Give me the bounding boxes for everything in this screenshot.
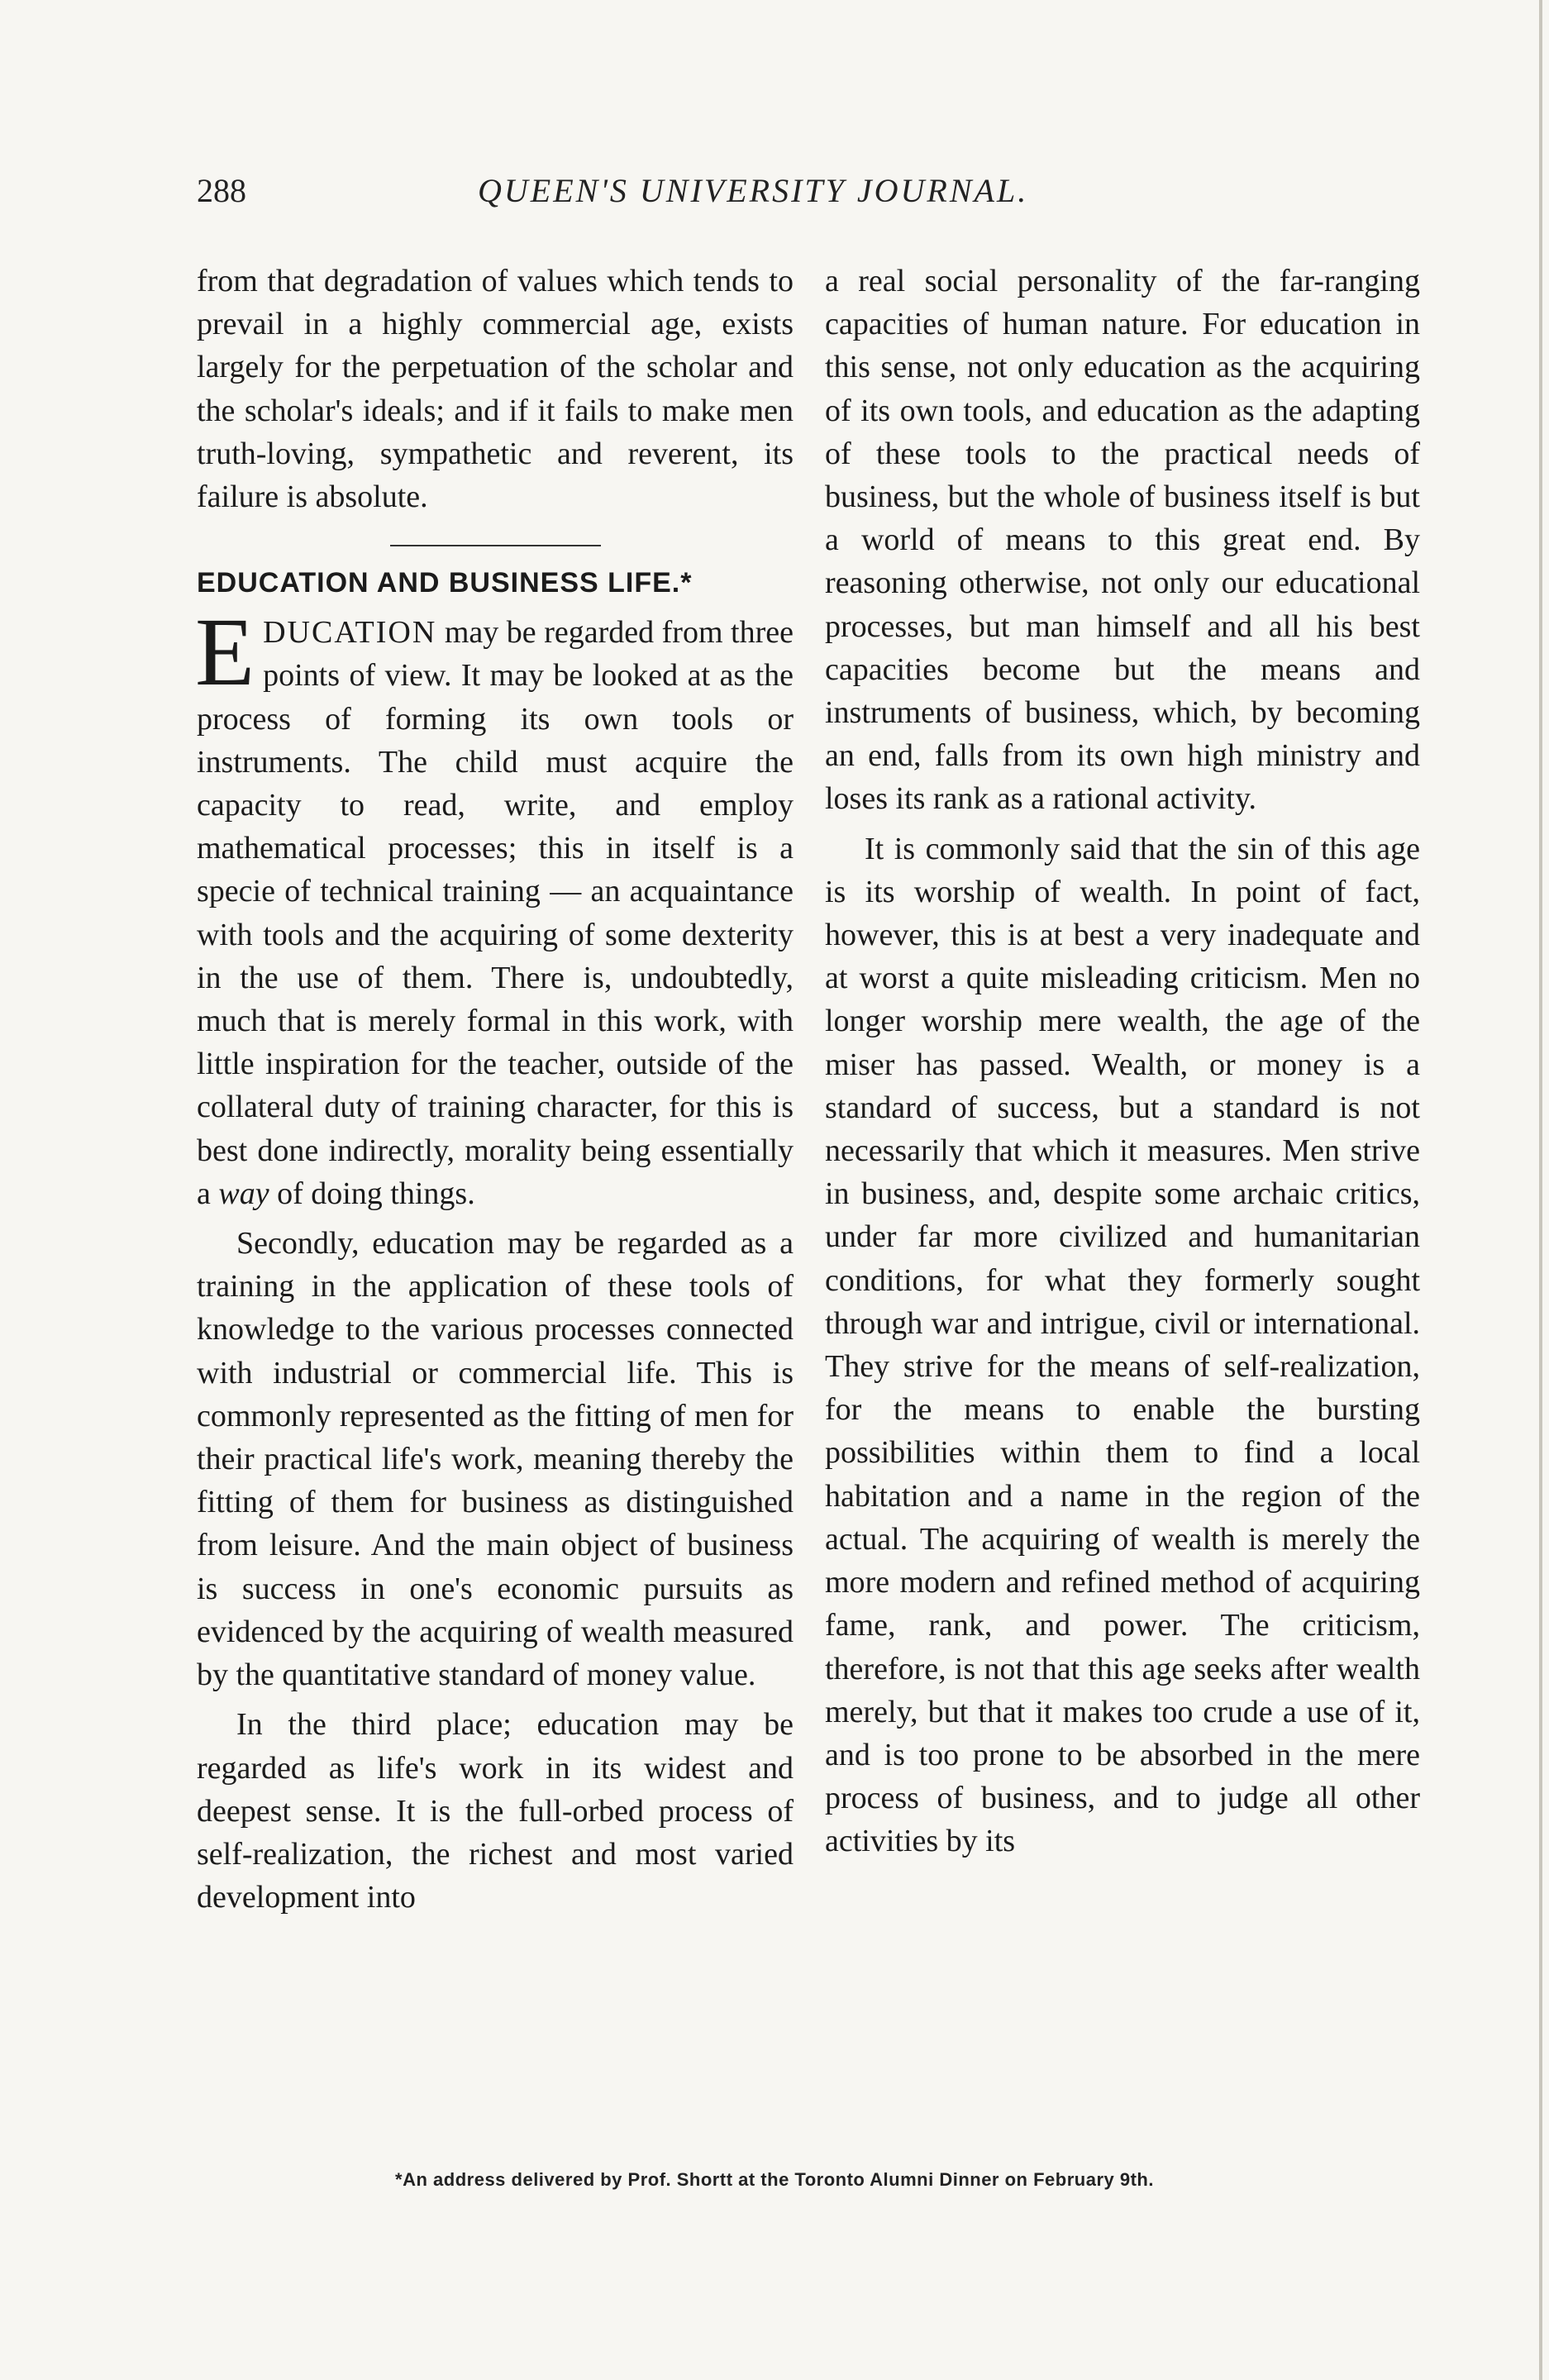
left-paragraph-1 bbox=[195, 598, 794, 1215]
footnote bbox=[0, 2169, 1549, 2191]
left-paragraph-1-text: may be regarded from three points of view. It may be looked at as the process of forming its own tools or instruments. The child must acquire the capacity to read, write, and employ mathematical processes; this in itself is a specie of technical training — an acquaintance with tools and the acquiring of some dexterity in the use of them. There is, undoubtedly, much that is merely formal in this work, with little inspiration for the teacher, outside of the collateral duty of training character, for this is best done indirectly, morality being essentially a bbox=[197, 615, 794, 1211]
footnote-text: *An address delivered by Prof. Shortt at the Toronto Alumni Dinner on February 9th. bbox=[395, 2169, 1154, 2190]
section-heading: EDUCATION AND BUSINESS LIFE.* bbox=[197, 567, 693, 599]
right-paragraph-1: a real social personality of the far-ranging capacities of human nature. For education in this sense, not only education as the acquiring of its own tools, and education as the adapting of these tools to the practical needs of business, but the whole of business itself is but a world of means to this great end. By reasoning otherwise, not only our educational processes, but man himself and all his best capacities become but the means and instruments of business, which, by becoming an end, falls from its own high ministry and loses its rank as a rational activity. bbox=[825, 264, 1420, 817]
page-number: 288 bbox=[197, 172, 246, 209]
right-paragraph-2: It is commonly said that the sin of this age is its worship of wealth. In point of fact, however, this is at best a very inadequate and at worst a quite misleading criticism. Men no longer worship mere wealth, the age of the miser has passed. Wealth, or money is a standard of success, but a standard is not necessarily that which it measures. Men strive in business, and, despite some archaic critics, under far more civilized and humanitarian conditions, for what they formerly sought through war and intrigue, civil or international. They strive for the means of self-realization, for the means to enable the bursting possibilities within them to find a local habitation and a name in the region of the actual. The acquiring of wealth is merely the more modern and refined method of acquiring fame, rank, and power. The criticism, therefore, is not that this age seeks after wealth merely, but that it makes too crude a use of it, and is too prone to be absorbed in the mere process of business, and to judge all other activities by its bbox=[825, 831, 1420, 1859]
drop-cap: E bbox=[195, 598, 255, 707]
left-paragraph-3: In the third place; education may be regarded as life's work in its widest and deepest sense. It is the full-orbed process of self-realization, the richest and most varied development into bbox=[197, 1707, 794, 1915]
right-column bbox=[825, 260, 1420, 1863]
left-paragraph-1-end: of doing things. bbox=[269, 1176, 475, 1211]
first-word-rest: DUCATION bbox=[263, 615, 437, 651]
left-paragraph-2: Secondly, education may be regarded as a training in the application of these tools of knowledge to the various processes connected with industrial or commercial life. This is commonly represented as the fitting of men for their practical life's work, meaning thereby the fitting of them for business as distinguished from leisure. And the main object of business is success in one's economic pursuits as evidenced by the acquiring of wealth measured by the quantitative standard of money value. bbox=[197, 1226, 794, 1693]
scan-edge-mark bbox=[1539, 0, 1542, 2380]
section-divider bbox=[390, 545, 601, 546]
italic-word: way bbox=[218, 1176, 269, 1211]
left-column bbox=[197, 260, 794, 1919]
intro-paragraph: from that degradation of values which tends to prevail in a highly commercial age, exists largely for the perpetuation of the scholar and the scholar's ideals; and if it fails to make men truth-loving, sympathetic and reverent, its failure is absolute. bbox=[197, 264, 794, 515]
journal-title: QUEEN'S UNIVERSITY JOURNAL. bbox=[478, 172, 1029, 209]
